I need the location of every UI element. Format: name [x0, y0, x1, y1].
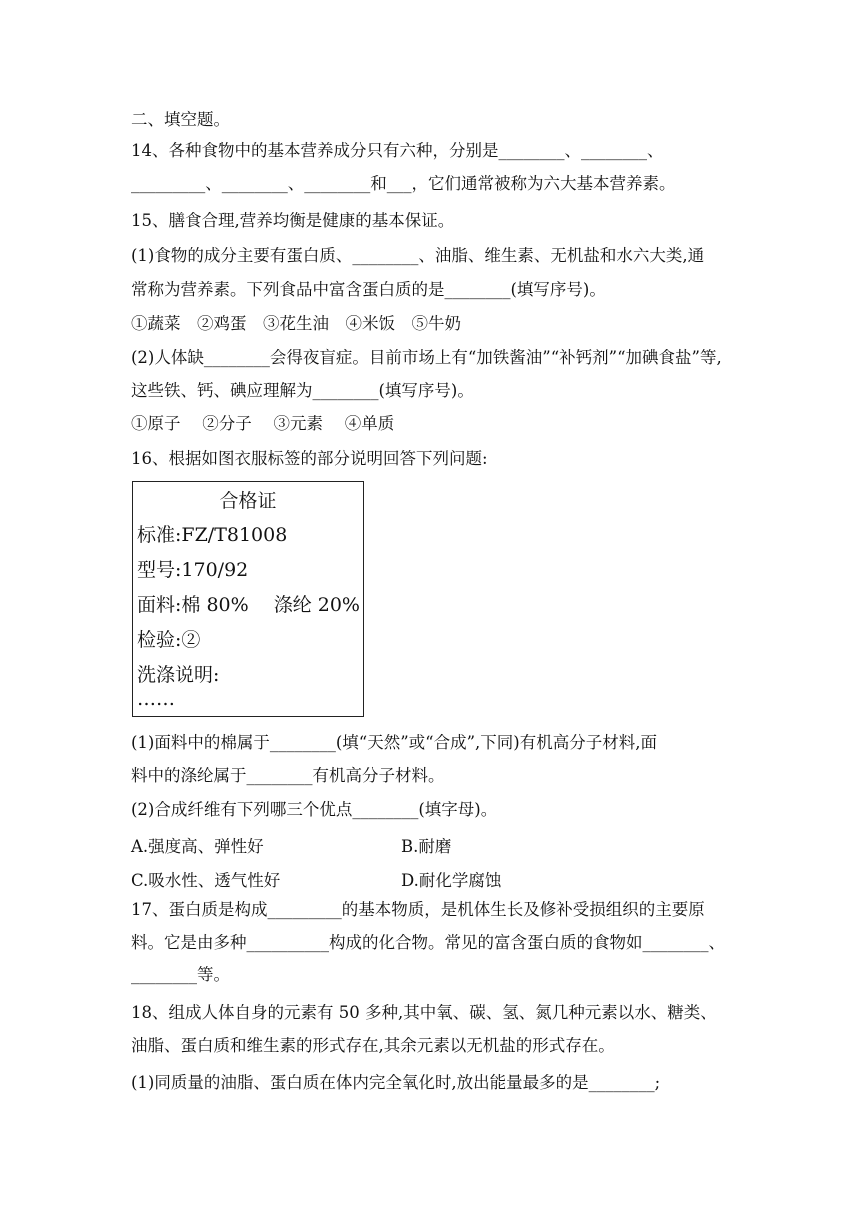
q16-option-b: B.耐磨 — [401, 837, 452, 856]
q17-line1: 17、蛋白质是构成_________的基本物质，是机体生长及修补受损组织的主要原 — [131, 900, 705, 919]
label-ellipsis: …… — [137, 688, 175, 710]
q15-part1-line2: 常称为营养素。下列食品中富含蛋白质的是________(填写序号)。 — [131, 280, 606, 299]
clothing-label-figure — [132, 481, 364, 717]
q18-line2: 油脂、蛋白质和维生素的形式存在,其余元素以无机盐的形式存在。 — [131, 1036, 615, 1055]
label-washing: 洗涤说明: — [137, 664, 220, 686]
label-fabric: 面料:棉 80% 涤纶 20% — [137, 594, 360, 616]
q17-line2: 料。它是由多种__________构成的化合物。常见的富含蛋白质的食物如________、 — [131, 933, 725, 952]
q16-option-a: A.强度高、弹性好 — [131, 837, 264, 856]
q16-option-d: D.耐化学腐蚀 — [401, 871, 502, 890]
q15-part2-line2: 这些铁、钙、碘应理解为________(填写序号)。 — [131, 381, 474, 400]
q16-part1-line1: (1)面料中的棉属于________(填“天然”或“合成”,下同)有机高分子材料,面 — [131, 733, 657, 752]
q15-stem: 15、膳食合理,营养均衡是健康的基本保证。 — [131, 211, 455, 230]
label-standard: 标准:FZ/T81008 — [137, 524, 288, 546]
q15-part2-line1: (2)人体缺________会得夜盲症。目前市场上有“加铁酱油”“补钙剂”“加碘食盐”等, — [131, 348, 722, 367]
q15-part1-line1: (1)食物的成分主要有蛋白质、________、油脂、维生素、无机盐和水六大类,通 — [131, 246, 705, 265]
q14-line1: 14、各种食物中的基本营养成分只有六种，分别是________、________、 — [131, 141, 664, 160]
q18-line1: 18、组成人体自身的元素有 50 多种,其中氧、碳、氢、氮几种元素以水、糖类、 — [131, 1003, 717, 1022]
label-model: 型号:170/92 — [137, 559, 249, 581]
q16-part2: (2)合成纤维有下列哪三个优点________(填字母)。 — [131, 800, 498, 819]
q16-stem: 16、根据如图衣服标签的部分说明回答下列问题: — [131, 449, 488, 468]
q18-part1: (1)同质量的油脂、蛋白质在体内完全氧化时,放出能量最多的是________; — [131, 1073, 661, 1092]
q16-part1-line2: 料中的涤纶属于________有机高分子材料。 — [131, 766, 445, 785]
q15-part1-options: ①蔬菜 ②鸡蛋 ③花生油 ④米饭 ⑤牛奶 — [131, 314, 461, 333]
q14-line2: _________、________、________和___，它们通常被称为六大基本营养素。 — [131, 174, 676, 193]
q15-part2-options: ①原子 ②分子 ③元素 ④单质 — [131, 414, 395, 433]
section-title: 二、填空题。 — [131, 110, 230, 129]
label-title: 合格证 — [219, 490, 277, 512]
q16-option-c: C.吸水性、透气性好 — [131, 871, 281, 890]
q17-line3: ________等。 — [131, 965, 230, 984]
label-inspection: 检验:② — [137, 629, 201, 651]
